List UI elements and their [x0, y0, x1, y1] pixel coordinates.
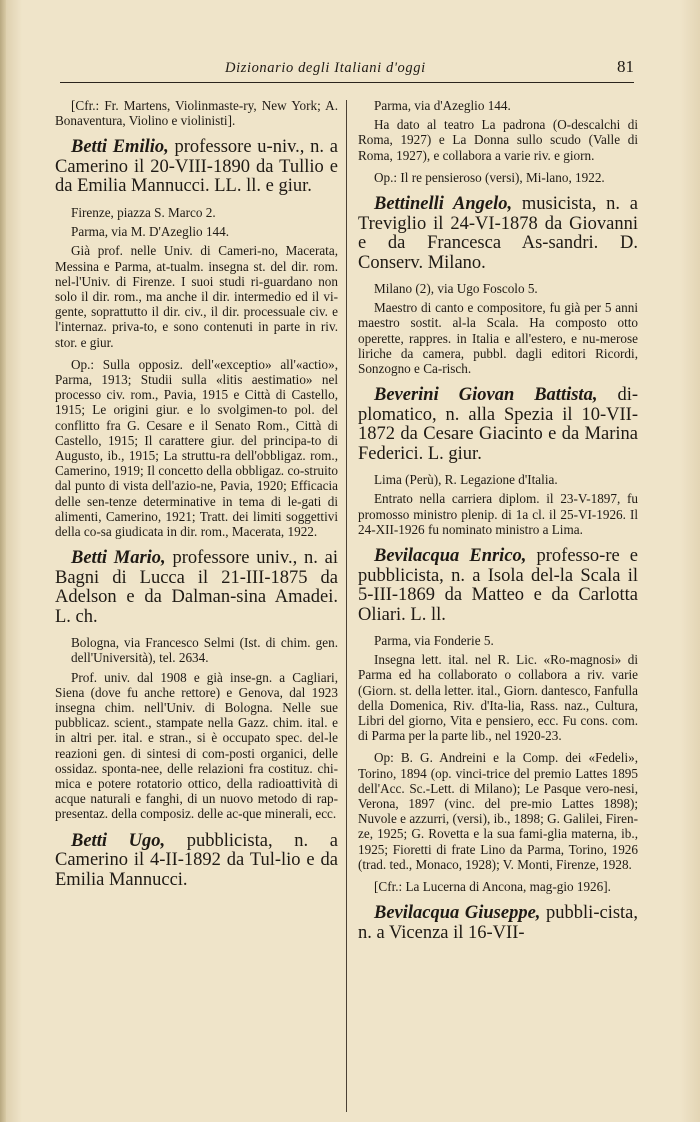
entry-address: Firenze, piazza S. Marco 2. — [71, 204, 216, 220]
entry-description: professore univ., n. ai Bagni di Lucca il 21-III-1875 da Adelson e da Dalman-sina Amadei. L. ch. — [55, 548, 339, 627]
entry-address: Parma, via Fonderie 5. — [374, 633, 494, 649]
entry-heading — [55, 138, 338, 197]
entry-name: Bevilacqua Giuseppe, — [374, 903, 541, 924]
left-column — [55, 98, 338, 898]
entry-heading — [55, 549, 338, 627]
entry-biography: Entrato nella carriera diplom. il 23-V-1897, fu promosso ministro plenip. di 1a cl. il 25-VI-1926. Il 24-XII-1926 fu nominato ministro a Lima. — [358, 491, 638, 537]
entry-name: Betti Emilio, — [71, 137, 169, 158]
entry-name: Betti Ugo, — [71, 830, 166, 851]
entry-address: Bologna, via Francesco Selmi (Ist. di chim. gen. dell'Università), tel. 2634. — [71, 635, 338, 666]
entry-description: professore u-niv., n. a Camerino il 20-VIII-1890 da Tullio e da Emilia Mannucci. LL. ll. e giur. — [55, 137, 338, 197]
entry-description: di-plomatico, n. alla Spezia il 10-VII-1872 da Cesare Giacinto e da Marina Federici. L. giur. — [358, 385, 639, 464]
entry-biography: Prof. univ. dal 1908 e già inse-gn. a Cagliari, Siena (dove fu anche rettore) e Genova, dal 1923 insegna chim. nell'Univ. di Bologna. Nelle sue pubblicaz. scient., stampate nella Gazz. chim. ital. e in altri per. ital. e stran., si è occupato spec. del-le reazioni gen. di sintesi di com-posti organici, delle ossidaz. sponta-nee, delle relazioni fra costituz. chi-mica e potere rotatorio ottico, della radioattività di acque naturali e fanghi, di un nuovo metodo di rap-presentaz. della composiz. delle ac-que minerali, ecc. — [55, 669, 338, 822]
entry-cfr: [Cfr.: La Lucerna di Ancona, mag-gio 1926]. — [374, 879, 611, 895]
entry-address: Lima (Perù), R. Legazione d'Italia. — [374, 472, 558, 488]
entry-biography: Insegna lett. ital. nel R. Lic. «Ro-magnosi» di Parma ed ha collaborato o collabora a riv. varie (Giorn. st. della letter. ital., Giorn. dantesco, Fanfulla della Domenica, Riv. d'Ita-lia, Rass. naz., Cultura, Libri del giorno, Vita e pensiero, ecc. Fu cons. com. di Parma per la parte lib., nel 1920-23. — [358, 652, 638, 744]
entry-betti-mario — [55, 549, 338, 821]
page-number: 81 — [617, 57, 634, 76]
intro-cfr: [Cfr.: Fr. Martens, Violinmaste-ry, New York; A. Bonaventura, Violino e violinisti]. — [55, 98, 338, 129]
entry-works: Op.: Il re pensieroso (versi), Mi-lano, 1922. — [374, 169, 605, 185]
entry-address: Milano (2), via Ugo Foscolo 5. — [374, 281, 538, 297]
entry-betti-emilio — [55, 138, 338, 539]
entry-bettinelli-angelo — [358, 195, 638, 376]
entry-biography: Maestro di canto e compositore, fu già per 5 anni maestro sostit. al-la Scala. Ha composto otto operette, rappres. in Italia e all'estero, e nu-merose liriche da camera, pubbl. dagli editori Ricordi, Sonzogno e Ca-risch. — [358, 300, 638, 377]
entry-works: Op: B. G. Andreini e la Comp. dei «Fedeli», Torino, 1894 (op. vinci-trice del premio Lattes 1895 dell'Acc. Sc.-Lett. di Milano); Le Pasque vero-nesi, Verona, 1897 (vinc. del pre-mio Lattes 1898); Nuvole e azzurri, (versi), ib., 1898; G. Galilei, Firen-ze, 1925; G. Rovetta e la sua fami-glia materna, ib., 1925; Fioretti di frate Lino da Parma, Torino, 1926 (trad. ted., Monaco, 1928); V. Monti, Firenze, 1928. — [358, 750, 638, 872]
right-column — [358, 98, 638, 951]
entry-name: Betti Mario, — [71, 548, 166, 569]
entry-beverini — [358, 386, 638, 537]
entry-bevilacqua-giuseppe — [358, 904, 638, 943]
entry-heading — [358, 904, 638, 943]
entry-address: Parma, via M. D'Azeglio 144. — [71, 224, 230, 240]
entry-description: pubbli-cista, n. a Vicenza il 16-VII- — [358, 903, 639, 943]
entry-description: pubblicista, n. a Camerino il 4-II-1892 da Tul-lio e da Emilia Mannucci. — [55, 830, 338, 890]
entry-biography: Già prof. nelle Univ. di Cameri-no, Macerata, Messina e Parma, at-tualm. insegna st. del dir. rom. nel-l'Univ. di Firenze. I suoi studi ri-guardano non solo il dir. rom., ma anche il dir. intermedio ed il vi-gente, soprattutto il dir. civ., il dir. processuale civ. e l'internaz. priva-to, e sono contenuti in parte in riv. stor. e giur. — [55, 243, 338, 350]
entry-description: professo-re e pubblicista, n. a Isola del-la Scala il 5-III-1869 da Matteo e da Carlotta Oliari. L. ll. — [358, 546, 638, 625]
entry-betti-ugo — [55, 832, 338, 891]
entry-address: Parma, via d'Azeglio 144. — [374, 98, 511, 113]
entry-name: Bevilacqua Enrico, — [374, 546, 527, 567]
entry-bevilacqua-enrico — [358, 547, 638, 894]
column-divider — [346, 100, 347, 1112]
entry-name: Bettinelli Angelo, — [374, 194, 513, 215]
entry-name: Beverini Giovan Battista, — [374, 385, 598, 406]
entry-works: Op.: Sulla opposiz. dell'«exceptio» all'«actio», Parma, 1913; Studii sulla «litis aestimatio» nel processo civ. rom., Pavia, 1915 e Città di Castello, 1915; Le origini giur. e lo svolgimen-to pol. del conflitto fra G. Cesare e il Senato Rom., Città di Castello, 1915; Il carattere giur. del principa-to di Augusto, ib., 1915; La struttu-ra dell'obbligaz. rom., Camerino, 1919; Il concetto della obbligaz. co-struito dal punto di vista dell'azio-ne, Pavia, 1920; Efficacia delle sen-tenze determinative in tema di le-gati di alimenti, Camerino, 1921; Tratt. dei limiti soggettivi della co-sa giudicata in dir. rom., Macerata, 1922. — [55, 356, 338, 539]
binding-edge — [0, 0, 6, 1122]
entry-heading — [358, 195, 638, 273]
entry-heading — [358, 386, 638, 464]
entry-biography: Ha dato al teatro La padrona (O-descalchi di Roma, 1927) e La Donna sullo scudo (Valle di Roma, 1927), e collabora a varie riv. e giorn. — [358, 117, 638, 163]
entry-heading — [55, 832, 338, 891]
entry-heading — [358, 547, 638, 625]
running-title: Dizionario degli Italiani d'oggi — [225, 60, 426, 76]
entry-description: musicista, n. a Treviglio il 24-VI-1878 da Giovanni e da Francesca As-sandri. D. Conserv. Milano. — [358, 194, 639, 273]
page-header — [60, 56, 634, 83]
